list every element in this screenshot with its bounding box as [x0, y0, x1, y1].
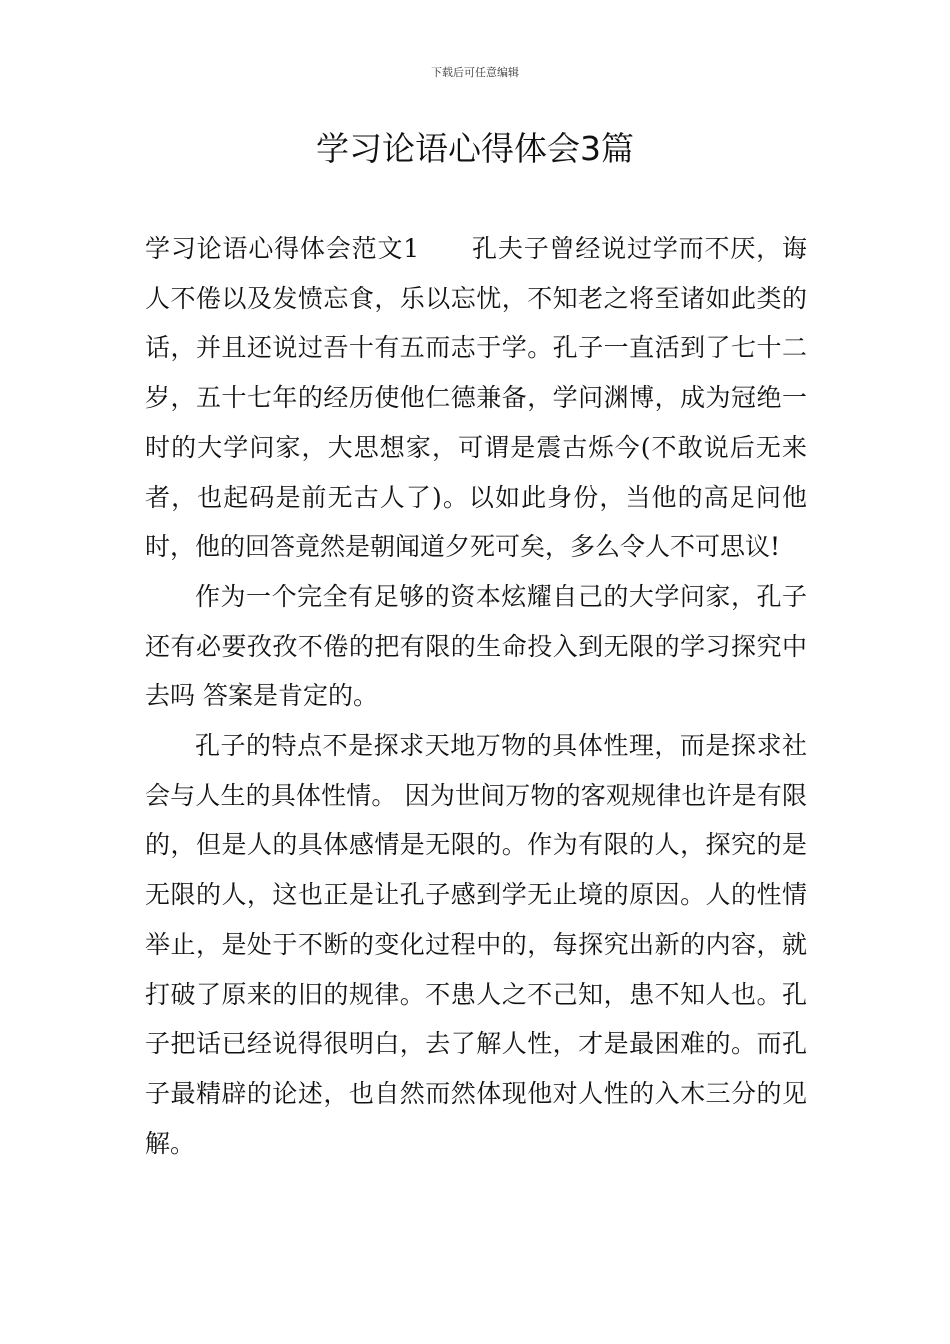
- header-note: 下载后可任意编辑: [431, 66, 519, 79]
- document-title: 学习论语心得体会3篇: [316, 129, 634, 168]
- document-body: [145, 224, 807, 1168]
- paragraph-1-text: 孔夫子曾经说过学而不厌，诲人不倦以及发愤忘食，乐以忘忧，不知老之将至诸如此类的话，并且还说过吾十有五而志于学。孔子一直活到了七十二岁，五十七年的经历使他仁德兼备，学问渊博，成为冠绝一时的大学问家，大思想家，可谓是震古烁今(不敢说后无来者，也起码是前无古人了)。以如此身份，当他的高足问他时，他的回答竟然是朝闻道夕死可矣，多么令人不可思议!: [145, 234, 807, 562]
- section-heading: 学习论语心得体会范文1: [145, 234, 420, 263]
- paragraph-2: 作为一个完全有足够的资本炫耀自己的大学问家，孔子还有必要孜孜不倦的把有限的生命投入到无限的学习探究中去吗 答案是肯定的。: [145, 581, 807, 711]
- paragraph-1: [145, 224, 807, 572]
- paragraph-3: 孔子的特点不是探求天地万物的具体性理，而是探求社会与人生的具体性情。 因为世间万物的客观规律也许是有限的，但是人的具体感情是无限的。作为有限的人，探究的是无限的人，这也正是让孔子感到学无止境的原因。人的性情举止，是处于不断的变化过程中的，每探究出新的内容，就打破了原来的旧的规律。不患人之不己知，患不知人也。孔子把话已经说得很明白，去了解人性，才是最困难的。而孔子最精辟的论述，也自然而然体现他对人性的入木三分的见解。: [145, 731, 807, 1158]
